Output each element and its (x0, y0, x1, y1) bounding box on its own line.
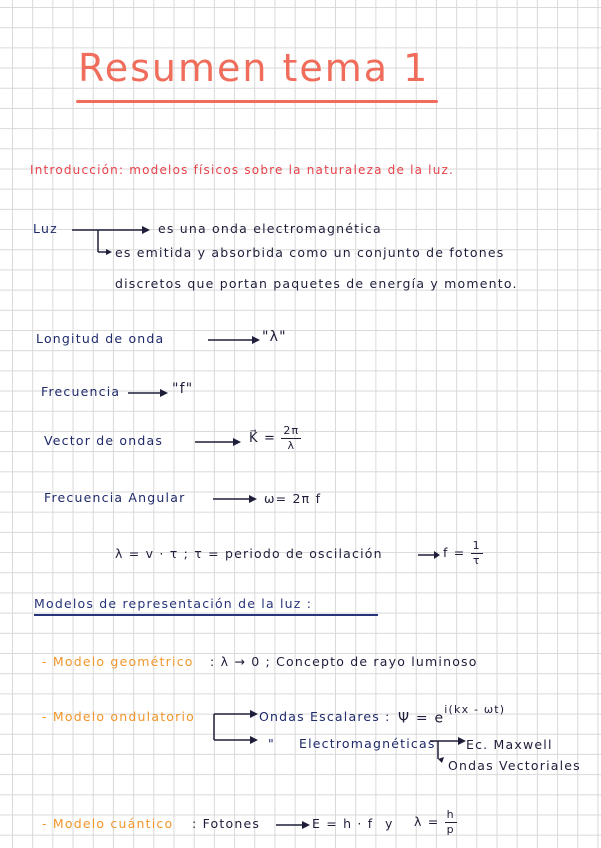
quantum-model-text: : Fotones (192, 816, 261, 831)
angular-frequency-arrow (213, 493, 257, 505)
intro-heading: Introducción: modelos físicos sobre la naturaleza de la luz. (30, 163, 455, 177)
luz-definition-1: es una onda electromagnética (158, 221, 382, 236)
luz-definition-3: discretos que portan paquetes de energía y momento. (115, 276, 518, 291)
frequency-lhs: f = (443, 545, 466, 560)
quantum-model-label: - Modelo cuántico (42, 816, 174, 831)
wavelength-label: Longitud de onda (36, 331, 165, 346)
wave-vector-formula (249, 424, 301, 453)
de-broglie-fraction (445, 808, 457, 837)
quantum-and: y (385, 816, 394, 831)
vectorial-waves: Ondas Vectoriales (448, 758, 581, 773)
frequency-period-formula (443, 539, 483, 568)
period-relation: λ = v · τ ; τ = periodo de oscilación (115, 546, 383, 561)
wave-vector-fraction (281, 424, 301, 453)
frequency-label: Frecuencia (41, 384, 121, 399)
frequency-denominator: τ (472, 554, 481, 567)
wavelength-symbol: "λ" (262, 329, 287, 345)
geometric-model-label: - Modelo geométrico (42, 654, 194, 669)
title-underline (76, 100, 438, 103)
frequency-symbol: "f" (172, 381, 194, 397)
frequency-arrow (128, 387, 168, 399)
luz-definition-2: es emitida y absorbida como un conjunto de fotones (115, 245, 505, 260)
angular-frequency-label: Frecuencia Angular (44, 490, 186, 505)
de-broglie-formula (414, 808, 457, 837)
wavelength-arrow (208, 334, 260, 346)
maxwell-equations: Ec. Maxwell (466, 737, 553, 752)
wave-vector-lhs: K⃗ = (249, 431, 277, 446)
photon-energy-formula: E = h · f (312, 816, 374, 831)
quantum-arrow (276, 819, 310, 831)
electromagnetic-label: Electromagnéticas (299, 736, 436, 751)
scalar-waves-label: Ondas Escalares : (259, 709, 391, 724)
frequency-numerator: 1 (472, 539, 481, 552)
de-broglie-lhs: λ = (414, 814, 440, 829)
scalar-waves-exponent: i(kx - ωt) (444, 703, 506, 716)
wave-vector-label: Vector de ondas (44, 433, 164, 448)
models-heading-underline (34, 614, 378, 616)
de-broglie-denominator: p (446, 823, 455, 836)
wave-vector-denominator: λ (287, 439, 296, 452)
wave-model-branch (212, 706, 258, 746)
geometric-model-text: : λ → 0 ; Concepto de rayo luminoso (210, 654, 478, 669)
luz-label: Luz (33, 221, 58, 236)
period-arrow (418, 550, 440, 560)
wave-model-label: - Modelo ondulatorio (42, 709, 196, 724)
page-title: Resumen tema 1 (78, 46, 430, 90)
angular-frequency-formula: ω= 2π f (264, 491, 322, 506)
ditto-mark: " (268, 736, 275, 751)
frequency-fraction (471, 539, 483, 568)
scalar-waves-base: Ψ = e (398, 710, 445, 727)
scalar-waves-formula (398, 703, 506, 727)
models-heading: Modelos de representación de la luz : (34, 596, 313, 611)
wave-vector-numerator: 2π (283, 424, 300, 437)
wave-vector-arrow (195, 436, 241, 448)
de-broglie-numerator: h (446, 808, 455, 821)
